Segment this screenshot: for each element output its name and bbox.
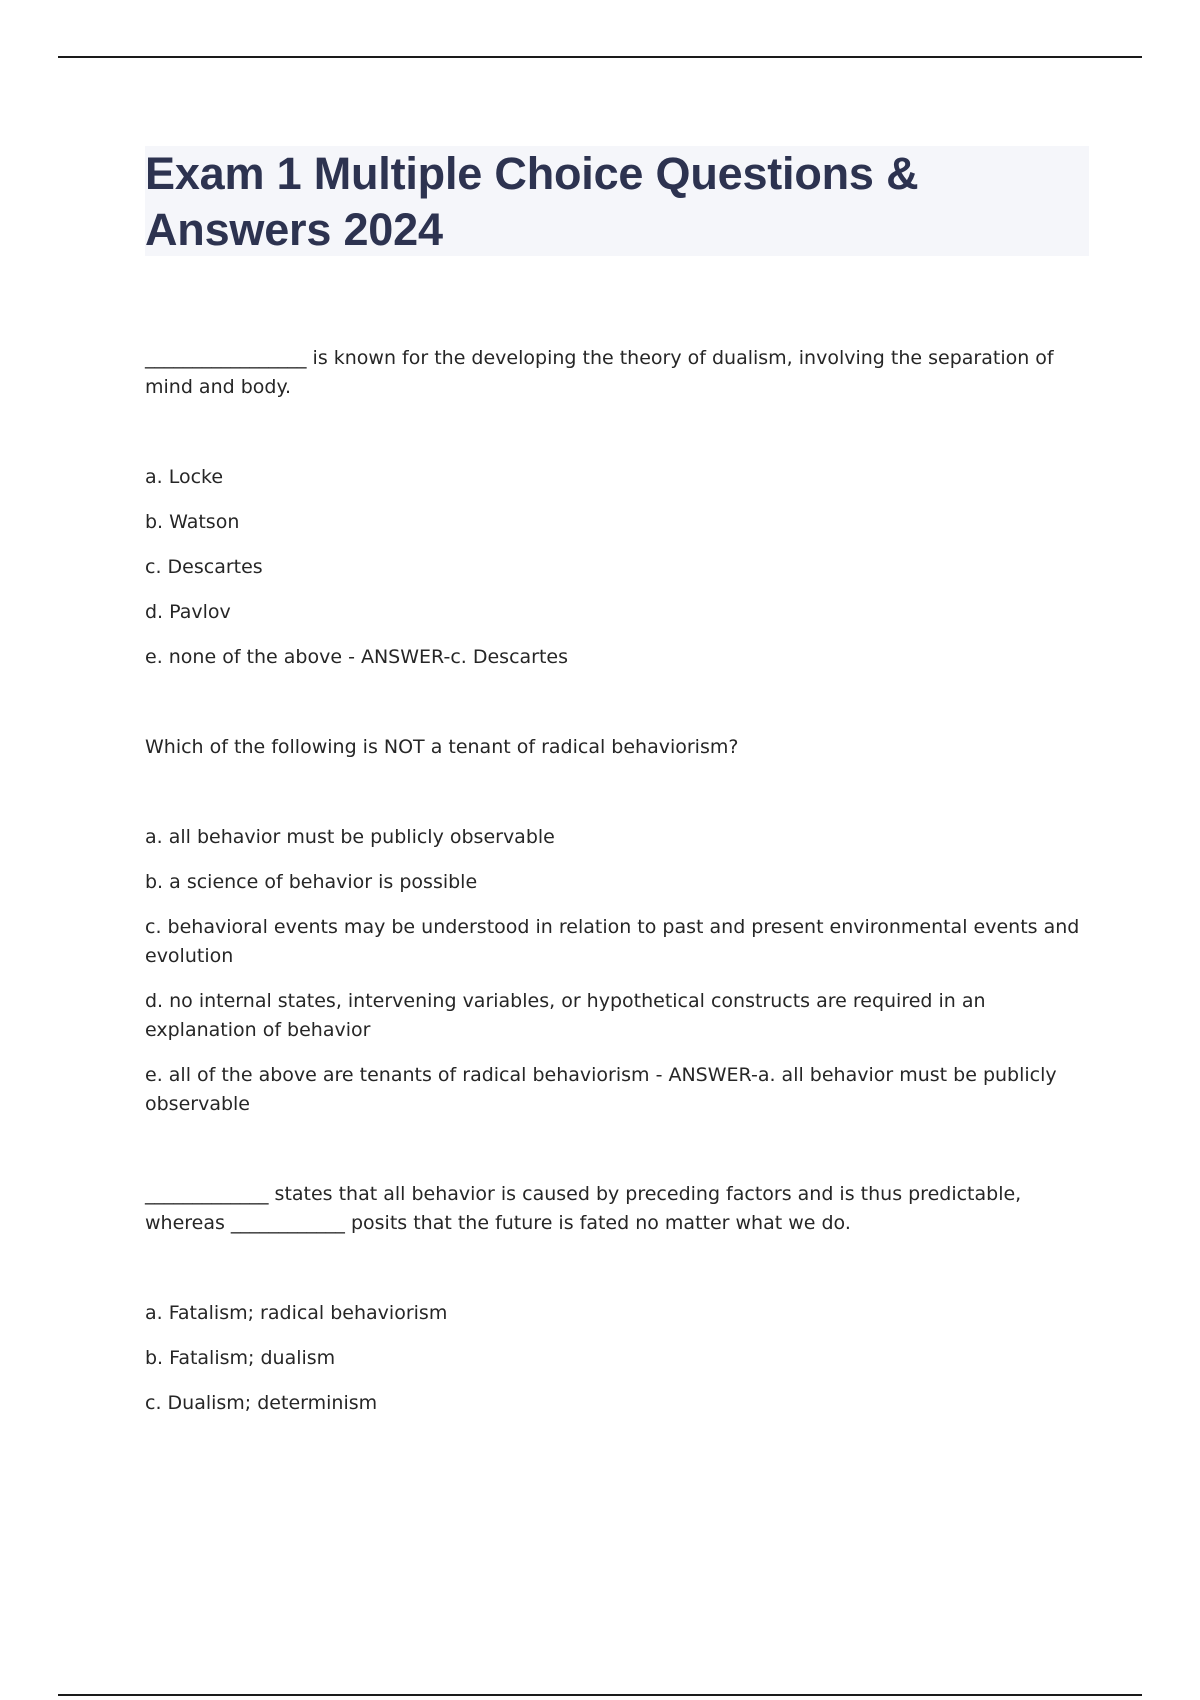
question-2-prompt: Which of the following is NOT a tenant of radical behaviorism? [145, 736, 739, 758]
question-list [145, 344, 1095, 1434]
title-banner [145, 146, 1089, 256]
question-1-prompt: _________________ is known for the developing the theory of dualism, involving the separation of mind and body. [145, 347, 1054, 398]
question-3-option-b: b. Fatalism; dualism [145, 1347, 336, 1369]
question-1-option-d: d. Pavlov [145, 601, 231, 623]
question-2-option-e-answer: e. all of the above are tenants of radical behaviorism - ANSWER-a. all behavior must be publicly observable [145, 1064, 1057, 1115]
question-1 [145, 344, 1095, 672]
question-3-prompt: _____________ states that all behavior is caused by preceding factors and is thus predictable, whereas ____________ posits that the future is fated no matter what we do. [145, 1183, 1022, 1234]
question-1-option-e-answer: e. none of the above - ANSWER-c. Descartes [145, 646, 569, 668]
question-2-option-c: c. behavioral events may be understood in relation to past and present environmental events and evolution [145, 916, 1080, 967]
question-2-option-b: b. a science of behavior is possible [145, 871, 478, 893]
question-3-option-a: a. Fatalism; radical behaviorism [145, 1302, 448, 1324]
page-title: Exam 1 Multiple Choice Questions & Answers 2024 [145, 148, 919, 255]
top-rule [58, 56, 1142, 58]
bottom-rule [58, 1694, 1142, 1696]
question-3-option-c: c. Dualism; determinism [145, 1392, 378, 1414]
question-3 [145, 1180, 1095, 1418]
question-2 [145, 733, 1095, 1119]
question-2-option-d: d. no internal states, intervening variables, or hypothetical constructs are required in an explanation of behavior [145, 990, 986, 1041]
question-1-option-c: c. Descartes [145, 556, 263, 578]
question-1-option-a: a. Locke [145, 466, 224, 488]
question-2-option-a: a. all behavior must be publicly observable [145, 826, 555, 848]
question-1-option-b: b. Watson [145, 511, 240, 533]
